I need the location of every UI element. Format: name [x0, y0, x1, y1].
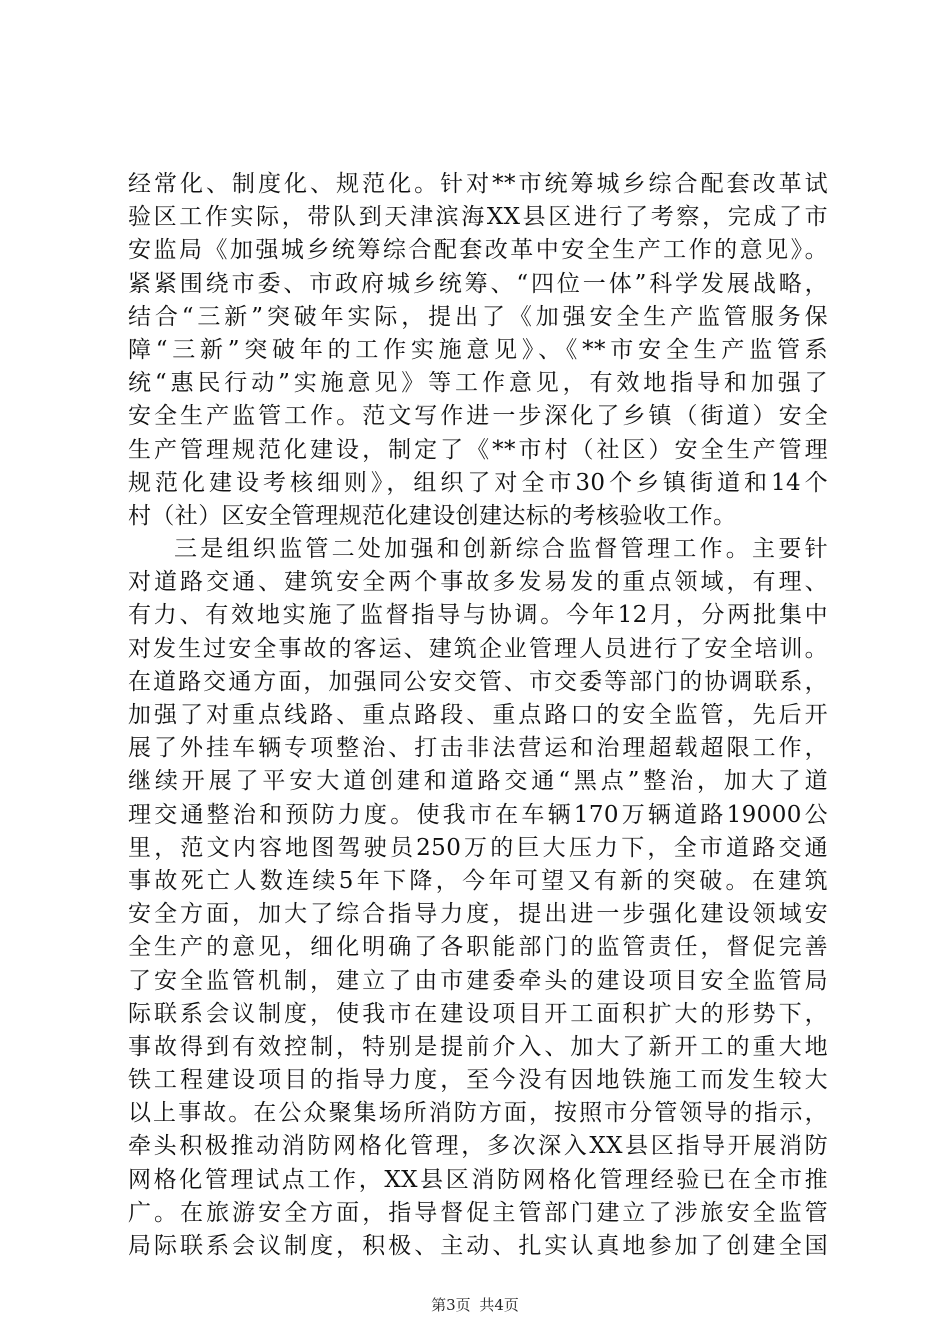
- text-line-paragraph-start: 三是组织监管二处加强和创新综合监督管理工作。主要针: [174, 536, 828, 563]
- page-number: 第3页: [431, 1296, 471, 1314]
- page-total: 共4页: [479, 1296, 519, 1314]
- text-line: 事故死亡人数连续5年下降，今年可望又有新的突破。在建筑: [128, 867, 828, 894]
- text-line: 了安全监管机制，建立了由市建委牵头的建设项目安全监管局: [128, 967, 828, 994]
- text-line: 有力、有效地实施了监督指导与协调。今年12月，分两批集中: [128, 602, 828, 629]
- text-line: 理交通整治和预防力度。使我市在车辆170万辆道路19000公: [128, 801, 828, 828]
- text-line: 事故得到有效控制，特别是提前介入、加大了新开工的重大地: [128, 1033, 828, 1060]
- text-line: 对发生过安全事故的客运、建筑企业管理人员进行了安全培训。: [128, 635, 828, 662]
- text-line: 以上事故。在公众聚集场所消防方面，按照市分管领导的指示，: [128, 1100, 828, 1127]
- text-line: 安全生产监管工作。范文写作进一步深化了乡镇（街道）安全: [128, 403, 828, 430]
- text-line: 安全方面，加大了综合指导力度，提出进一步强化建设领域安: [128, 901, 828, 928]
- text-line: 际联系会议制度，使我市在建设项目开工面积扩大的形势下，: [128, 1000, 828, 1027]
- text-line: 规范化建设考核细则》，组织了对全市30个乡镇街道和14个: [128, 469, 828, 496]
- text-line: 村（社）区安全管理规范化建设创建达标的考核验收工作。: [128, 502, 737, 529]
- text-line: 继续开展了平安大道创建和道路交通“黑点”整治，加大了道: [128, 768, 828, 795]
- text-line: 验区工作实际，带队到天津滨海XX县区进行了考察，完成了市: [128, 204, 828, 231]
- text-line: 局际联系会议制度，积极、主动、扎实认真地参加了创建全国: [128, 1233, 828, 1259]
- text-line: 结合“三新”突破年实际，提出了《加强安全生产监管服务保: [128, 303, 828, 330]
- text-line: 统“惠民行动”实施意见》等工作意见，有效地指导和加强了: [128, 370, 828, 397]
- page-footer: [0, 1295, 950, 1315]
- text-line: 紧紧围绕市委、市政府城乡统筹、“四位一体”科学发展战略，: [128, 270, 828, 297]
- text-line: 牵头积极推动消防网格化管理，多次深入XX县区指导开展消防: [128, 1133, 828, 1160]
- text-line: 经常化、制度化、规范化。针对**市统筹城乡综合配套改革试: [128, 171, 828, 197]
- text-line: 障“三新”突破年的工作实施意见》、《**市安全生产监管系: [128, 336, 828, 363]
- document-body: [128, 168, 828, 1263]
- text-line: 安监局《加强城乡统筹综合配套改革中安全生产工作的意见》。: [128, 237, 828, 264]
- text-line: 铁工程建设项目的指导力度，至今没有因地铁施工而发生较大: [128, 1067, 828, 1094]
- text-line: 全生产的意见，细化明确了各职能部门的监管责任，督促完善: [128, 934, 828, 961]
- text-line: 里，范文内容地图驾驶员250万的巨大压力下，全市道路交通: [128, 834, 828, 861]
- text-line: 加强了对重点线路、重点路段、重点路口的安全监管，先后开: [128, 702, 828, 728]
- text-line: 在道路交通方面，加强同公安交管、市交委等部门的协调联系，: [128, 668, 828, 695]
- text-line: 生产管理规范化建设，制定了《**市村（社区）安全生产管理: [128, 436, 828, 463]
- text-line: 对道路交通、建筑安全两个事故多发易发的重点领域，有理、: [128, 569, 828, 596]
- text-line: 展了外挂车辆专项整治、打击非法营运和治理超载超限工作，: [128, 735, 828, 762]
- text-line: 网格化管理试点工作，XX县区消防网格化管理经验已在全市推: [128, 1166, 828, 1193]
- text-line: 广。在旅游安全方面，指导督促主管部门建立了涉旅安全监管: [128, 1199, 828, 1226]
